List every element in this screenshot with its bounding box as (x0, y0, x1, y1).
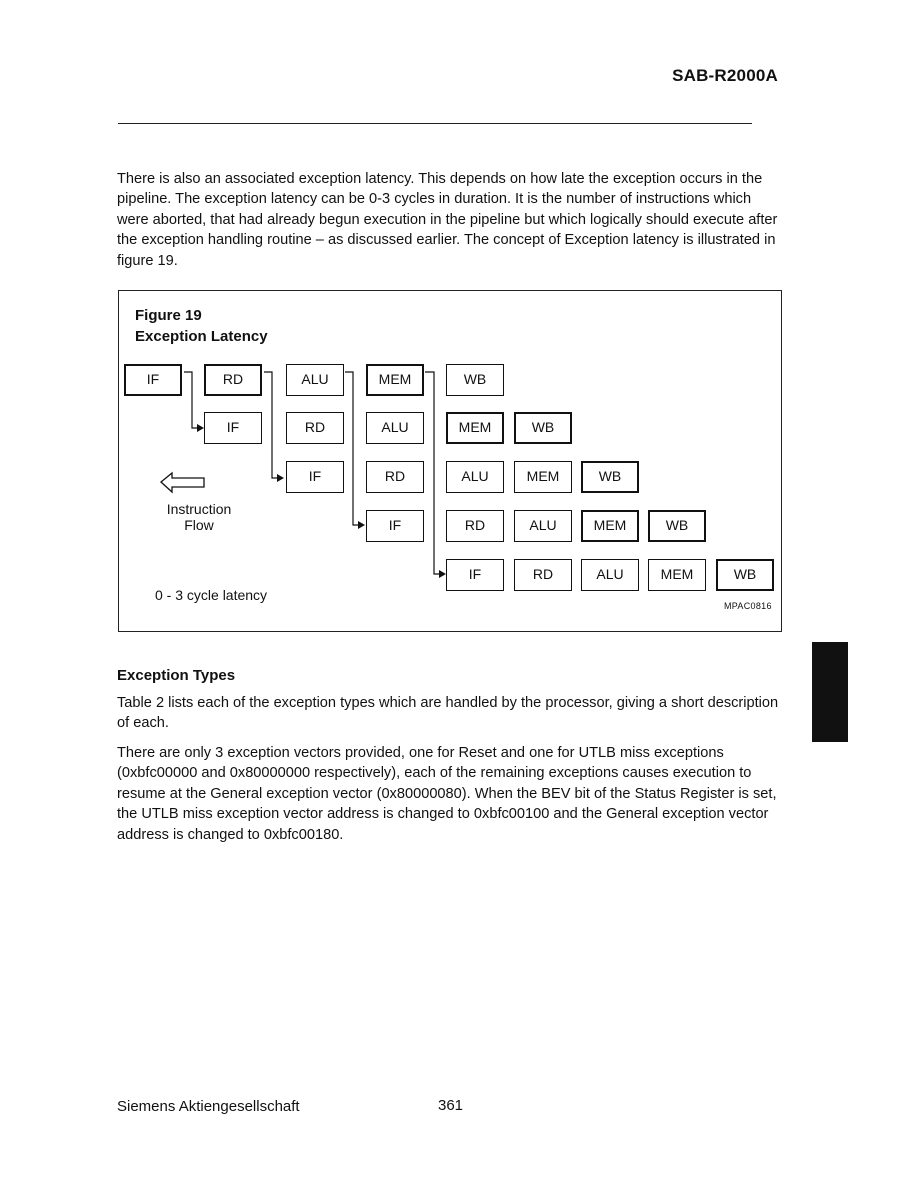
stage-box: RD (204, 364, 262, 396)
instruction-flow-label (150, 501, 248, 533)
latency-label: 0 - 3 cycle latency (155, 587, 268, 603)
stage-box: MEM (514, 461, 572, 493)
stage-box: MEM (366, 364, 424, 396)
arrowhead-3 (358, 521, 365, 529)
stage-box: ALU (446, 461, 504, 493)
stage-box: ALU (286, 364, 344, 396)
stage-box: RD (286, 412, 344, 444)
page-header-title: SAB-R2000A (672, 66, 778, 85)
stage-box: ALU (366, 412, 424, 444)
page-number: 361 (438, 1097, 464, 1114)
connector-1 (184, 372, 200, 428)
stage-box: MEM (648, 559, 706, 591)
section-paragraph-2: There are only 3 exception vectors provided, one for Reset and one for UTLB miss exceptions (0xbfc00000 and 0x80000000 respectively), each of the remaining exceptions causes execution to resume at the General exception vector (0x80000080). When the BEV bit of the Status Register is set, the UTLB miss exception vector address is changed to 0xbfc00100 and the General exception vector address is changed to 0xbfc00180. (117, 745, 777, 843)
figure-number: Figure 19 (135, 307, 202, 324)
stage-box: MEM (581, 510, 639, 542)
figure-title: Exception Latency (135, 328, 268, 345)
stage-box: WB (581, 461, 639, 493)
stage-box: RD (514, 559, 572, 591)
stage-box: WB (446, 364, 504, 396)
connector-2 (264, 372, 280, 478)
flow-label-line2: Flow (184, 517, 214, 533)
stage-box: WB (514, 412, 572, 444)
stage-box: ALU (514, 510, 572, 542)
flow-label-line1: Instruction (166, 501, 232, 517)
stage-box: RD (366, 461, 424, 493)
section-paragraph-1: Table 2 lists each of the exception types which are handled by the processor, giving a short description of each. (117, 695, 779, 732)
footer-company: Siemens Aktiengesellschaft (117, 1098, 300, 1115)
stage-box: IF (124, 364, 182, 396)
stage-box: ALU (581, 559, 639, 591)
stage-box: IF (204, 412, 262, 444)
arrowhead-1 (197, 424, 204, 432)
chapter-tab-marker (812, 642, 848, 742)
section-heading: Exception Types (117, 667, 236, 684)
instruction-flow-arrow (161, 473, 204, 492)
connector-3 (345, 372, 361, 525)
stage-box: MEM (446, 412, 504, 444)
intro-paragraph: There is also an associated exception latency. This depends on how late the exception occurs in the pipeline. The exception latency can be 0-3 cycles in duration. It is the number of instructions which were aborted, that had already begun execution in the pipeline but which logically should execute after the exception handling routine – as discussed earlier. The concept of Exception latency is illustrated in figure 19. (117, 171, 778, 269)
stage-box: IF (286, 461, 344, 493)
stage-box: IF (446, 559, 504, 591)
stage-box: WB (716, 559, 774, 591)
stage-box: WB (648, 510, 706, 542)
connector-4 (425, 372, 442, 574)
stage-box: IF (366, 510, 424, 542)
arrowhead-2 (277, 474, 284, 482)
stage-box: RD (446, 510, 504, 542)
arrowhead-4 (439, 570, 446, 578)
figure-code: MPAC0816 (724, 601, 772, 611)
